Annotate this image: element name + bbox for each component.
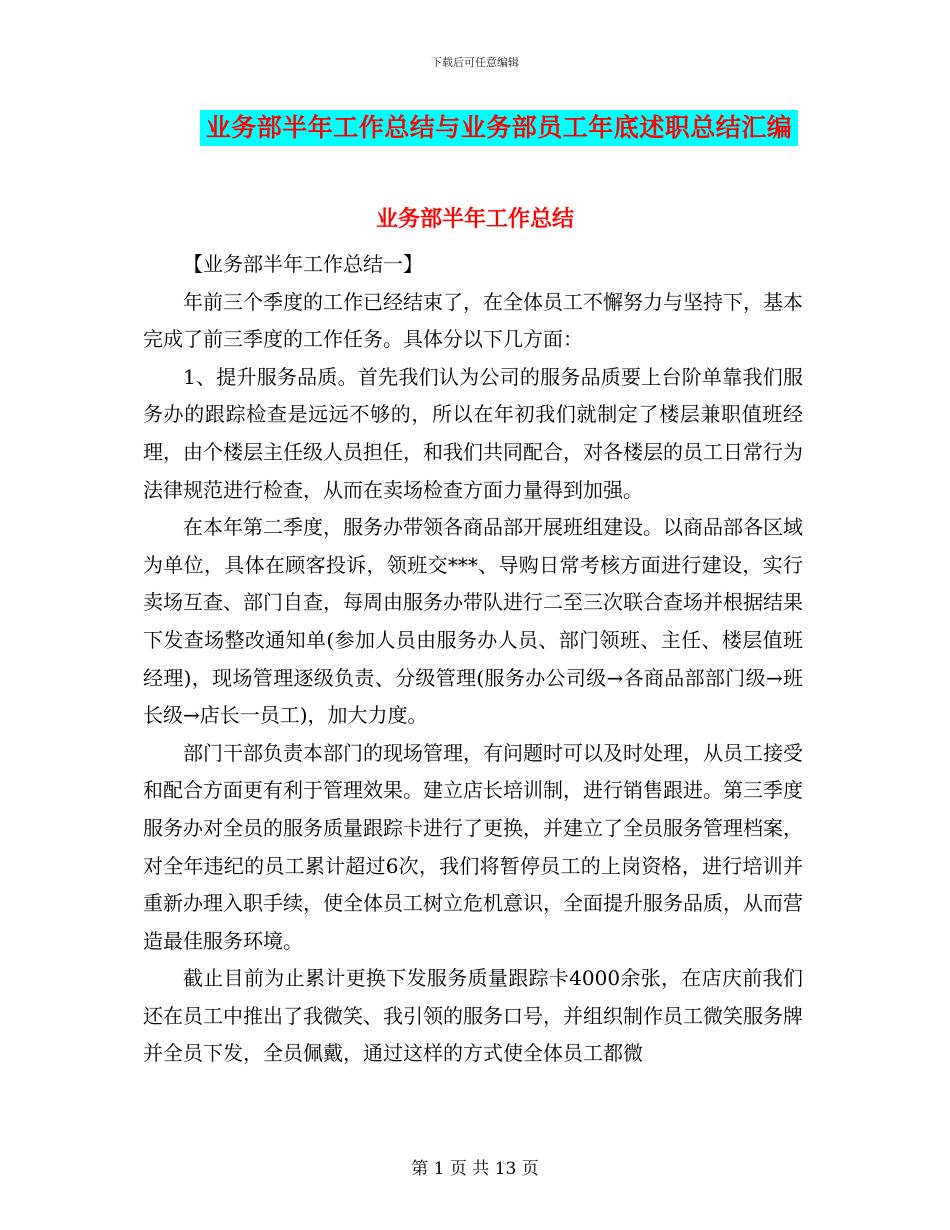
header-note: 下载后可任意编辑 (431, 56, 519, 69)
paragraph: 1、提升服务品质。首先我们认为公司的服务品质要上台阶单靠我们服务办的跟踪检查是远远不够的，所以在年初我们就制定了楼层兼职值班经理，由个楼层主任级人员担任，和我们共同配合，对各楼层的员工日常行为法律规范进行检查，从而在卖场检查方面力量得到加强。 (143, 364, 803, 502)
subheading: 【业务部半年工作总结一】 (183, 252, 423, 276)
section-title: 业务部半年工作总结 (375, 207, 574, 232)
paragraph: 在本年第二季度，服务办带领各商品部开展班组建设。以商品部各区域为单位，具体在顾客投诉，领班交***、导购日常考核方面进行建设，实行卖场互查、部门自查，每周由服务办带队进行二至三次联合查场并根据结果下发查场整改通知单(参加人员由服务办人员、部门领班、主任、楼层值班经理)，现场管理逐级负责、分级管理(服务办公司级→各商品部部门级→班长级→店长一员工)，加大力度。 (143, 515, 803, 728)
document-body (143, 246, 803, 1073)
main-title: 业务部半年工作总结与业务部员工年底述职总结汇编 (200, 110, 799, 146)
paragraph: 截止目前为止累计更换下发服务质量跟踪卡4000余张，在店庆前我们还在员工中推出了我微笑、我引领的服务口号，并组织制作员工微笑服务牌并全员下发，全员佩戴，通过这样的方式使全体员工都微 (143, 966, 803, 1066)
paragraph: 年前三个季度的工作已经结束了，在全体员工不懈努力与坚持下，基本完成了前三季度的工作任务。具体分以下几方面： (143, 289, 803, 352)
page-footer: 第 1 页 共 13 页 (411, 1159, 539, 1179)
paragraph: 部门干部负责本部门的现场管理，有问题时可以及时处理，从员工接受和配合方面更有利于管理效果。建立店长培训制，进行销售跟进。第三季度服务办对全员的服务质量跟踪卡进行了更换，并建立了全员服务管理档案，对全年违纪的员工累计超过6次，我们将暂停员工的上岗资格，进行培训并重新办理入职手续，使全体员工树立危机意识，全面提升服务品质，从而营造最佳服务环境。 (143, 740, 803, 953)
main-title-container (0, 110, 950, 146)
